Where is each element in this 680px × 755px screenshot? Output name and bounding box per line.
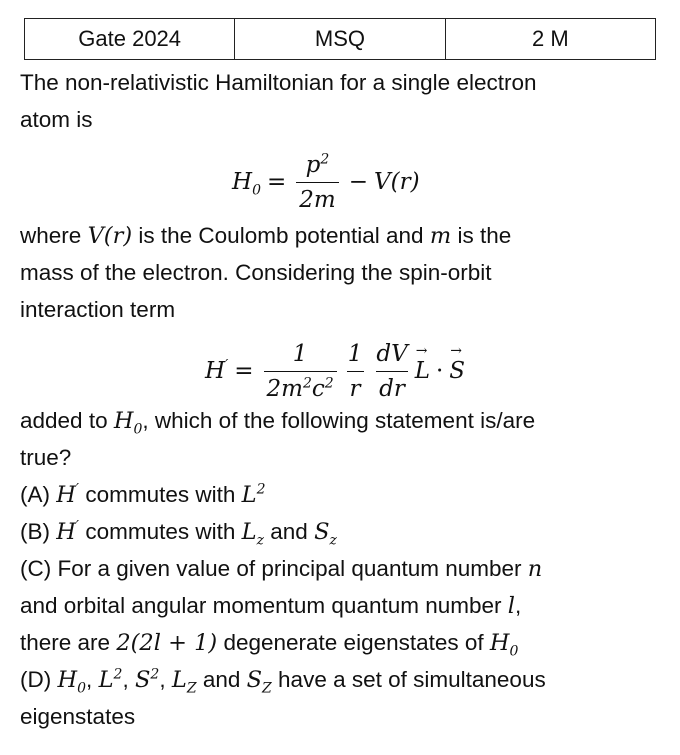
where-line: where V(r) is the Coulomb potential and m is the xyxy=(20,223,512,249)
interaction-line: interaction term xyxy=(20,297,176,322)
option-a: (A) H′ commutes with $L^2$ xyxy=(20,481,266,508)
spin-orbit-equation xyxy=(205,336,465,406)
question-body-3 xyxy=(20,402,660,735)
option-c-line-2: and orbital angular momentum quantum number l, xyxy=(20,593,522,619)
question-header-table xyxy=(24,18,656,60)
eq2-lhs: H′ xyxy=(205,357,229,384)
hamiltonian-equation xyxy=(232,148,420,216)
header-row xyxy=(25,19,656,60)
question-type-cell: MSQ xyxy=(235,19,445,60)
option-d-line-1: (D) $H_0$, $L^2$, $S^2$, $L_Z$ and $S_Z$ have a set of simultaneous xyxy=(20,666,546,697)
intro-line-2: atom is xyxy=(20,107,93,132)
eq1-kinetic-fraction: $\frac{p^2}{2m}$ xyxy=(296,150,338,215)
option-c-line-1: (C) For a given value of principal quantum number n xyxy=(20,556,543,582)
added-line: added to $H_0$, which of the following statement is/are xyxy=(20,408,536,438)
eq2-L-vector: → L xyxy=(415,358,430,384)
option-b: (B) H′ commutes with $L_z$ and $S_z$ xyxy=(20,518,337,549)
intro-line-1: The non-relativistic Hamiltonian for a single electron xyxy=(20,70,537,95)
exam-name-cell: Gate 2024 xyxy=(25,19,235,60)
question-body xyxy=(20,64,660,138)
eq2-fraction-1: $\frac{1}{2m^2c^2}$ xyxy=(264,339,337,404)
eq2-fraction-2: $\frac{1}{r}$ xyxy=(347,340,363,402)
marks-cell: 2 M xyxy=(445,19,655,60)
eq1-lhs: $H_0$ xyxy=(232,169,261,199)
eq2-S-vector: → S xyxy=(449,358,465,384)
eq2-dot: · xyxy=(435,358,444,384)
true-line: true? xyxy=(20,445,72,470)
option-c-line-3: there are 2(2l + 1) degenerate eigenstates of $H_0$ xyxy=(20,630,519,660)
eq1-minus: − xyxy=(348,169,368,195)
eq2-equals: = xyxy=(234,358,254,384)
mass-line: mass of the electron. Considering the spin-orbit xyxy=(20,260,492,285)
option-d-line-2: eigenstates xyxy=(20,704,136,729)
eq1-potential: V(r) xyxy=(374,169,420,195)
question-body-2 xyxy=(20,217,660,328)
eq1-equals: = xyxy=(266,169,287,195)
eq2-fraction-3: $\frac{dV}{dr}$ xyxy=(376,340,408,402)
